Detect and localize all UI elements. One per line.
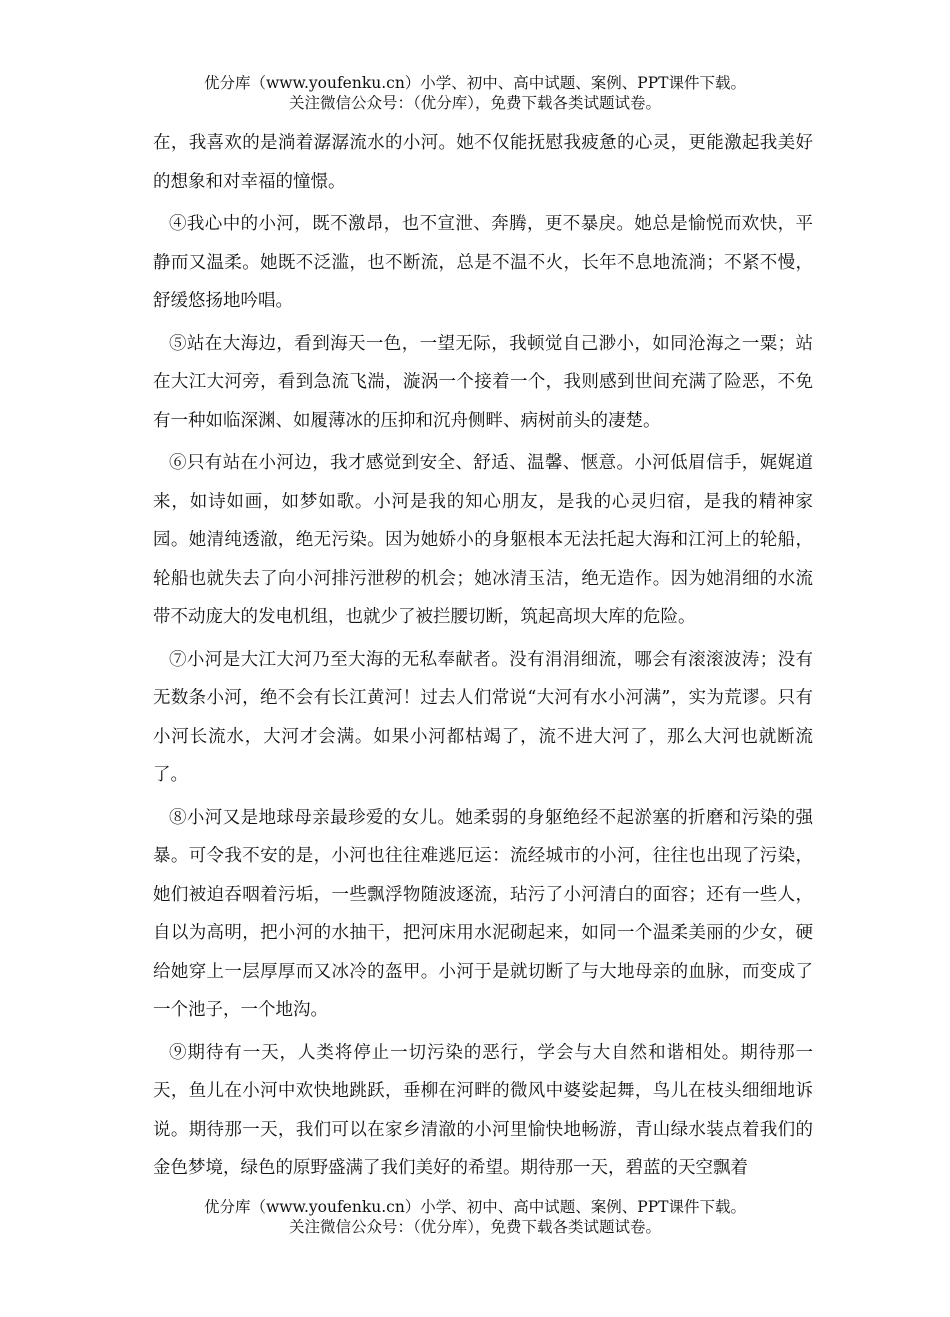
page-header [0,73,950,113]
header-line-1: 优分库（www.youfenku.cn）小学、初中、高中试题、案例、PPT课件下载。 [203,74,747,92]
footer-line-2: 关注微信公众号：（优分库），免费下载各类试题试卷。 [288,1218,661,1236]
paragraph-5: ⑤站在大海边，看到海天一色，一望无际，我顿觉自己渺小，如同沧海之一粟；站在大江大河旁，看到急流飞湍，漩涡一个接着一个，我则感到世间充满了险恶，不免有一种如临深渊、如履薄冰的压抑和沉舟侧畔、病树前头的凄楚。 [153,333,813,431]
paragraph-9: ⑨期待有一天，人类将停止一切污染的恶行，学会与大自然和谐相处。期待那一天，鱼儿在小河中欢快地跳跃，垂柳在河畔的微风中婆娑起舞，鸟儿在枝头细细地诉说。期待那一天，我们可以在家乡清澈的小河里愉快地畅游，青山绿水装点着我们的金色梦境，绿色的原野盛满了我们美好的希望。期待那一天，碧蓝的天空飘着 [153,1042,813,1178]
article-body [153,124,813,1192]
header-line-2: 关注微信公众号：（优分库），免费下载各类试题试卷。 [288,94,661,112]
footer-line-1: 优分库（www.youfenku.cn）小学、初中、高中试题、案例、PPT课件下载。 [203,1198,747,1216]
paragraph-continued: 在，我喜欢的是淌着潺潺流水的小河。她不仅能抚慰我疲惫的心灵，更能激起我美好的想象和对幸福的憧憬。 [153,133,813,192]
paragraph-4: ④我心中的小河，既不激昂，也不宣泄、奔腾，更不暴戾。她总是愉悦而欢快，平静而又温柔。她既不泛滥，也不断流，总是不温不火，长年不息地流淌；不紧不慢，舒缓悠扬地吟唱。 [153,214,813,311]
paragraph-7: ⑦小河是大江大河乃至大海的无私奉献者。没有涓涓细流，哪会有滚滚波涛；没有无数条小河，绝不会有长江黄河！过去人们常说“大河有水小河满”，实为荒谬。只有小河长流水，大河才会满。如果小河都枯竭了，流不进大河了，那么大河也就断流了。 [153,649,813,785]
paragraph-6: ⑥只有站在小河边，我才感觉到安全、舒适、温馨、惬意。小河低眉信手，娓娓道来，如诗如画，如梦如歌。小河是我的知心朋友，是我的心灵归宿，是我的精神家园。她清纯透澈，绝无污染。因为她娇小的身躯根本无法托起大海和江河上的轮船，轮船也就失去了向小河排污泄秽的机会；她冰清玉洁，绝无造作。因为她涓细的水流带不动庞大的发电机组，也就少了被拦腰切断，筑起高坝大库的危险。 [153,453,813,627]
page-footer [0,1197,950,1237]
paragraph-8: ⑧小河又是地球母亲最珍爱的女儿。她柔弱的身躯绝经不起淤塞的折磨和污染的强暴。可令我不安的是，小河也往往难逃厄运：流经城市的小河，往往也出现了污染，她们被迫吞咽着污垢，一些飘浮物随波逐流，玷污了小河清白的面容；还有一些人，自以为高明，把小河的水抽干，把河床用水泥砌起来，如同一个温柔美丽的少女，硬给她穿上一层厚厚而又冰冷的盔甲。小河于是就切断了与大地母亲的血脉，而变成了一个池子，一个地沟。 [153,807,813,1020]
